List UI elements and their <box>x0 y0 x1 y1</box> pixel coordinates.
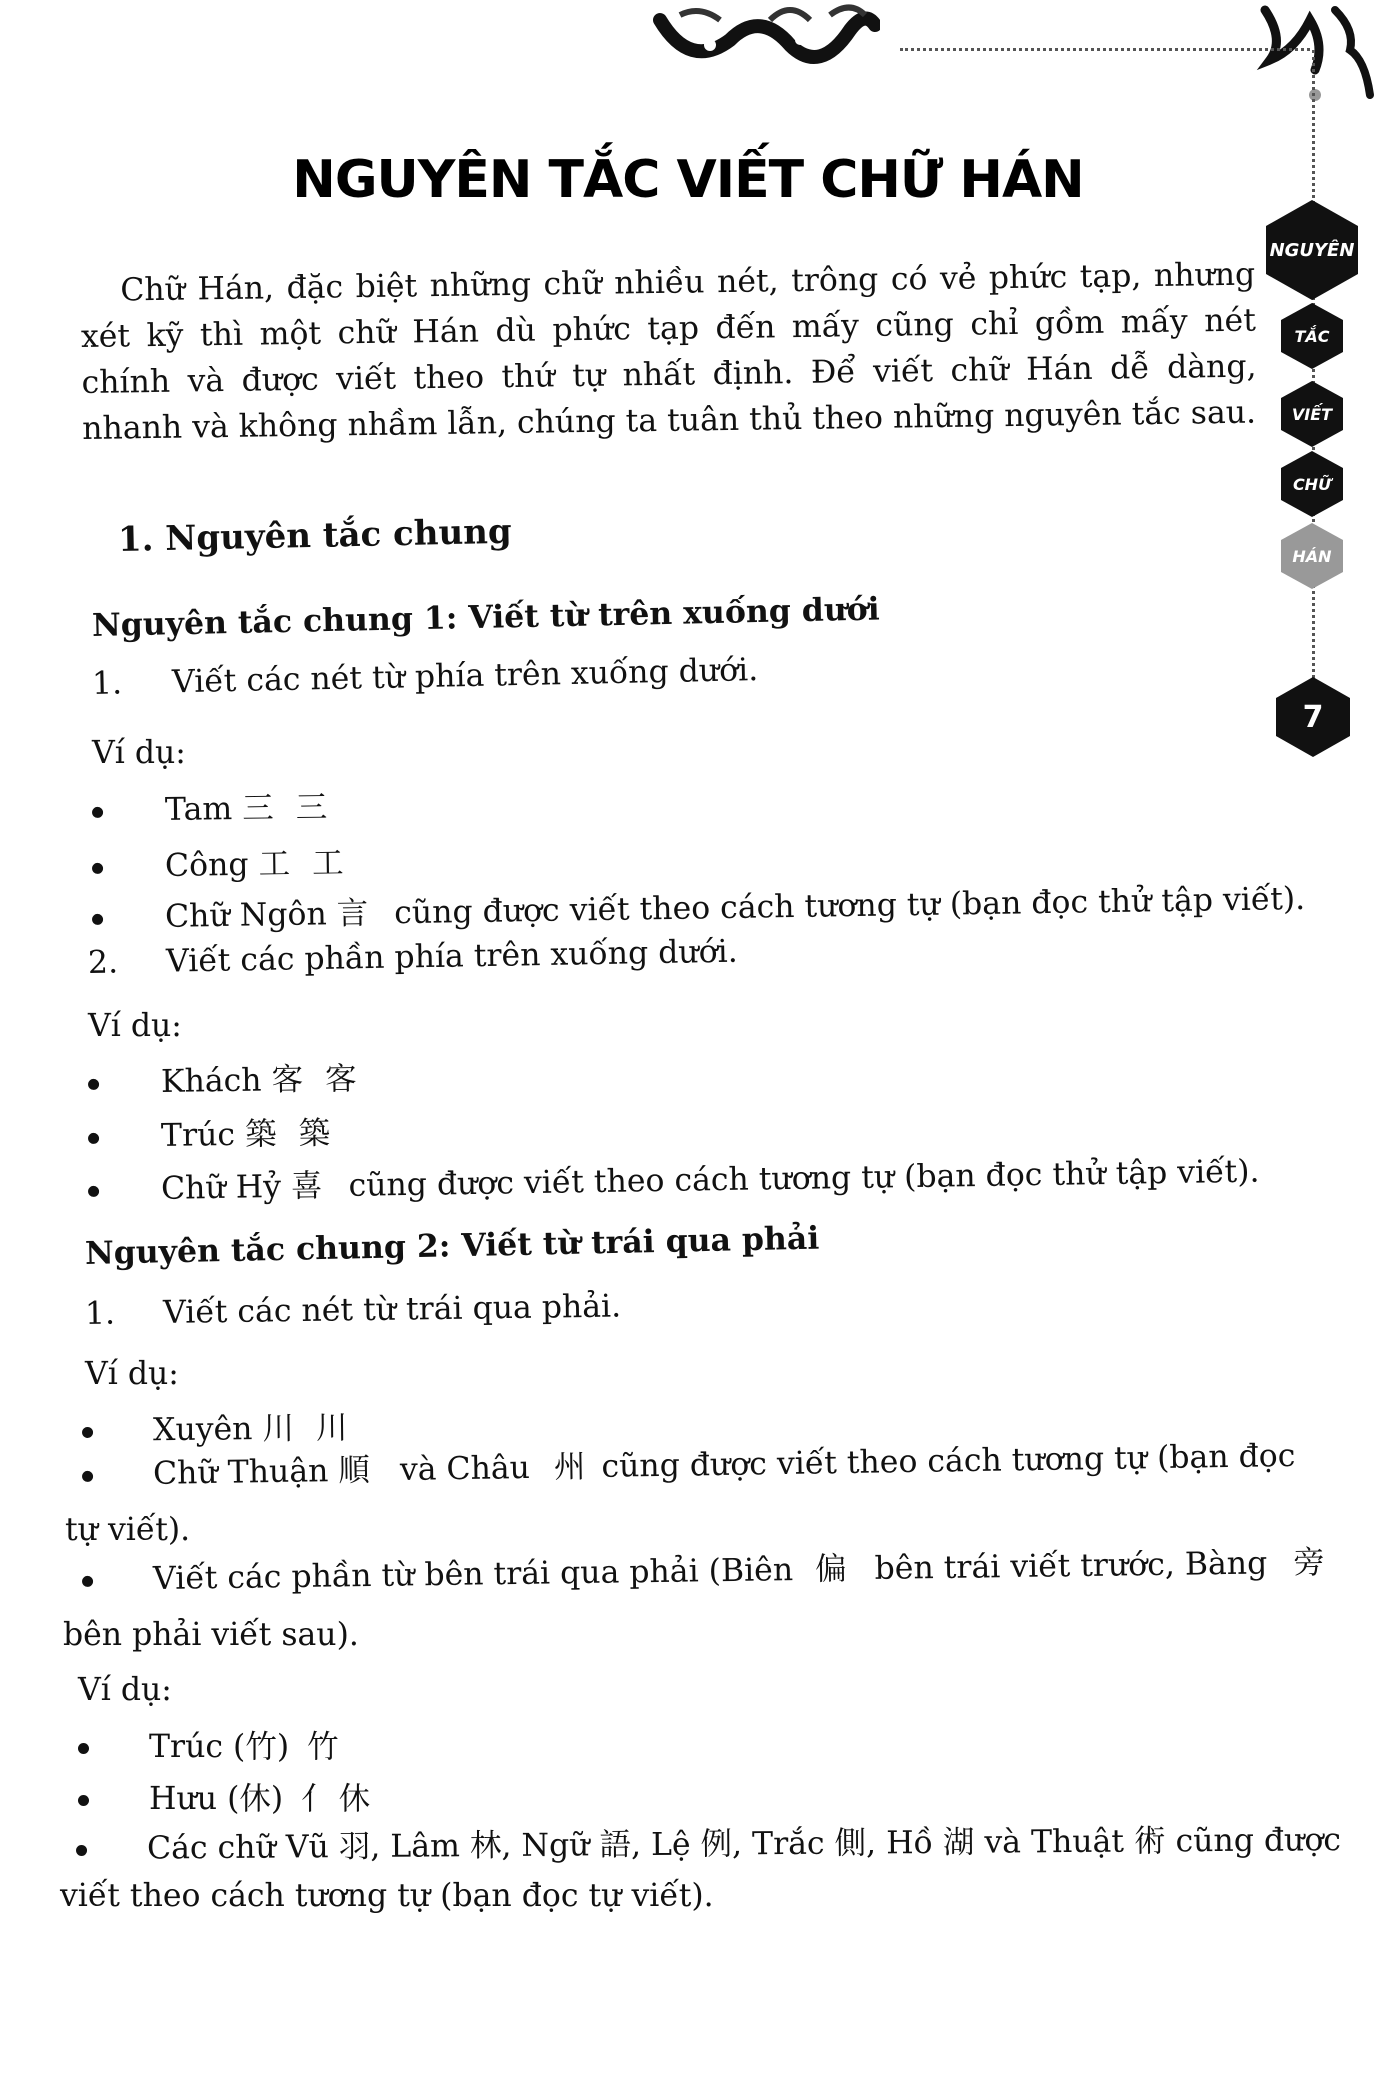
list-item <box>78 1774 376 1819</box>
page-number: 7 <box>1302 699 1324 735</box>
bullet-icon <box>88 1186 99 1197</box>
example-text: Hưu (休) <box>149 1781 284 1817</box>
list-item <box>88 934 738 981</box>
list-number: 1. <box>91 665 123 702</box>
bullet-icon <box>78 1795 89 1806</box>
example-text: Chữ Ngôn <box>164 896 327 935</box>
section-heading: 1. Nguyên tắc chung <box>117 511 513 560</box>
han-characters: 竹 <box>307 1729 345 1765</box>
rule-heading: Nguyên tắc chung 2: Viết từ trái qua phải <box>84 1219 820 1272</box>
intro-paragraph: Chữ Hán, đặc biệt những chữ nhiều nét, trông có vẻ phức tạp, nhưng xét kỹ thì một chữ Hán dù phức tạp đến mấy cũng chỉ gồm mấy nét chính và được viết theo thứ tự nhất định. Để viết chữ Hán dễ dàng, nhanh và không nhầm lẫn, chúng ta tuân thủ theo những nguyên tắc sau. <box>80 256 1257 447</box>
corner-ornament-icon <box>1255 0 1376 110</box>
example-text: và Châu <box>399 1449 531 1489</box>
list-text: Viết các phần phía trên xuống dưới. <box>165 933 739 980</box>
side-tab-nguyen <box>1258 196 1366 304</box>
example-tail: cũng được viết theo cách tương tự (bạn đọc <box>601 1437 1296 1485</box>
example-label: Ví dụ: <box>85 1356 179 1392</box>
continuation-text: tự viết). <box>65 1512 191 1548</box>
han-characters: 言 <box>336 895 375 933</box>
han-characters: 喜 <box>290 1168 329 1205</box>
han-characters: 工 工 <box>258 845 350 883</box>
bullet-icon <box>78 1743 89 1754</box>
list-item <box>76 1815 1341 1869</box>
bullet-icon <box>82 1576 93 1587</box>
list-item <box>92 652 759 702</box>
list-item <box>85 1289 622 1332</box>
han-characters: 三 三 <box>242 789 334 827</box>
side-tab-viet <box>1276 378 1348 450</box>
bullet-icon <box>92 914 103 925</box>
bullet-icon <box>82 1471 93 1482</box>
list-text: Viết các nét từ trái qua phải. <box>162 1288 622 1331</box>
han-characters: 客 客 <box>271 1061 363 1099</box>
example-text: Xuyên <box>152 1411 253 1449</box>
rule-heading: Nguyên tắc chung 1: Viết từ trên xuống dưới <box>91 590 881 644</box>
side-tab-label: NGUYÊN <box>1269 239 1355 261</box>
page-title: NGUYÊN TẮC VIẾT CHỮ HÁN <box>292 150 1084 210</box>
bullet-icon <box>82 1427 93 1438</box>
example-text: Trúc <box>160 1116 236 1154</box>
example-text: Trúc (竹) <box>149 1729 290 1765</box>
side-tab-label: TẮC <box>1294 326 1330 346</box>
continuation-text: bên phải viết sau). <box>63 1617 359 1653</box>
page-number-badge <box>1270 674 1356 760</box>
example-tail: cũng được viết theo cách tương tự (bạn đọc thử tập viết). <box>348 1153 1260 1204</box>
list-number: 2. <box>87 944 119 981</box>
example-text: Các chữ Vũ 羽, Lâm 林, Ngữ 語, Lệ 例, Trắc 側, Hồ 湖 và Thuật 術 cũng được <box>146 1822 1342 1867</box>
side-tab-tac <box>1276 300 1348 372</box>
list-item <box>78 1722 345 1767</box>
han-characters: 川 川 <box>262 1410 354 1448</box>
continuation-text: viết theo cách tương tự (bạn đọc tự viết). <box>60 1878 714 1914</box>
bullet-icon <box>92 807 103 818</box>
list-item <box>88 1054 363 1103</box>
list-text: Viết các nét từ phía trên xuống dưới. <box>171 652 759 701</box>
han-characters: 州 <box>553 1448 592 1486</box>
example-text: Viết các phần từ bên trái qua phải (Biên <box>152 1552 794 1598</box>
side-tab-han <box>1276 520 1348 592</box>
list-number: 1. <box>84 1295 116 1332</box>
dotted-rule-horizontal <box>900 48 1310 51</box>
example-tail: cũng được viết theo cách tương tự (bạn đọc thử tập viết). <box>393 880 1306 932</box>
dragon-ornament-icon <box>650 0 880 75</box>
list-item <box>88 1147 1260 1210</box>
example-text: Khách <box>160 1062 262 1100</box>
example-label: Ví dụ: <box>92 735 186 771</box>
example-text: Chữ Thuận <box>152 1453 329 1492</box>
side-tab-chu <box>1276 448 1348 520</box>
han-characters: 偏 <box>814 1551 853 1588</box>
list-item <box>88 1109 337 1157</box>
list-item <box>92 838 350 887</box>
han-characters: 順 <box>338 1452 377 1489</box>
han-characters: 築 築 <box>244 1115 337 1153</box>
list-item <box>82 1538 1331 1600</box>
bullet-icon <box>88 1079 99 1090</box>
list-item <box>92 783 334 831</box>
example-label: Ví dụ: <box>78 1672 172 1708</box>
list-item <box>82 1403 354 1451</box>
example-label: Ví dụ: <box>88 1008 182 1044</box>
bullet-icon <box>92 863 103 874</box>
bullet-icon <box>76 1845 87 1856</box>
example-text: Chữ Hỷ <box>160 1168 282 1207</box>
side-tab-label: VIẾT <box>1291 404 1333 424</box>
side-tab-label: CHỮ <box>1292 474 1332 494</box>
example-text: Công <box>164 846 249 884</box>
example-text: bên trái viết trước, Bàng <box>874 1545 1268 1587</box>
han-characters: 亻休 <box>301 1781 377 1817</box>
bullet-icon <box>88 1133 99 1144</box>
example-text: Tam <box>164 791 233 828</box>
han-characters: 旁 <box>1292 1544 1332 1582</box>
side-tab-label: HÁN <box>1292 546 1332 566</box>
